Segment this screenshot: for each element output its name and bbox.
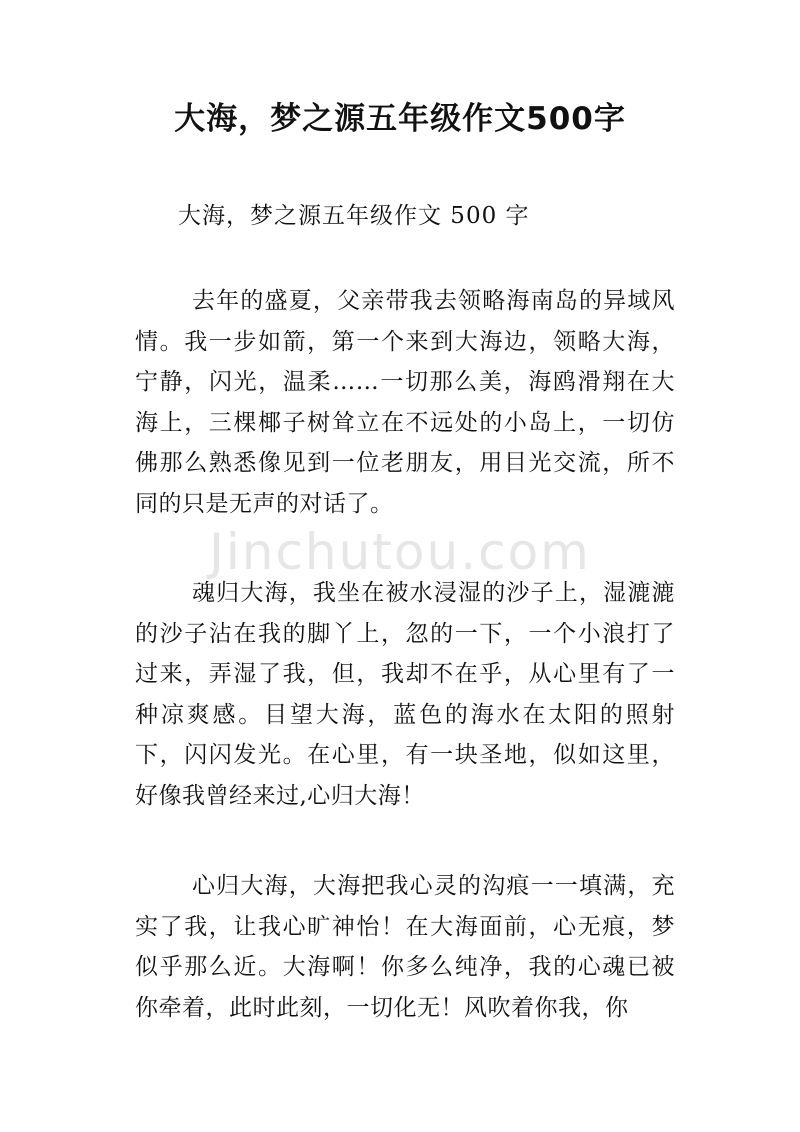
paragraph-2: 魂归大海，我坐在被水浸湿的沙子上，湿漉漉的沙子沾在我的脚丫上，忽的一下，一个小浪打了过来，弄湿了我，但，我却不在乎，从心里有了一种凉爽感。目望大海，蓝色的海水在太阳的照射下，闪闪发光。在心里，有一块圣地，似如这里，好像我曾经来过,心归大海！ [135,580,675,809]
paragraph-1: 去年的盛夏，父亲带我去领略海南岛的异域风情。我一步如箭，第一个来到大海边，领略大海，宁静，闪光，温柔……一切那么美，海鸥滑翔在大海上，三棵椰子树耸立在不远处的小岛上，一切仿佛那么熟悉像见到一位老朋友，用目光交流，所不同的只是无声的对话了。 [135,288,675,517]
subtitle: 大海，梦之源五年级作文 500 字 [178,203,530,229]
watermark: Jinchutou.com [209,523,591,581]
paragraph-3: 心归大海，大海把我心灵的沟痕一一填满，充实了我，让我心旷神怡！在大海面前，心无痕，梦似乎那么近。大海啊！你多么纯净，我的心魂已被你牵着，此时此刻，一切化无！风吹着你我，你 [135,873,675,1021]
page-title: 大海，梦之源五年级作文500字 [174,101,626,137]
